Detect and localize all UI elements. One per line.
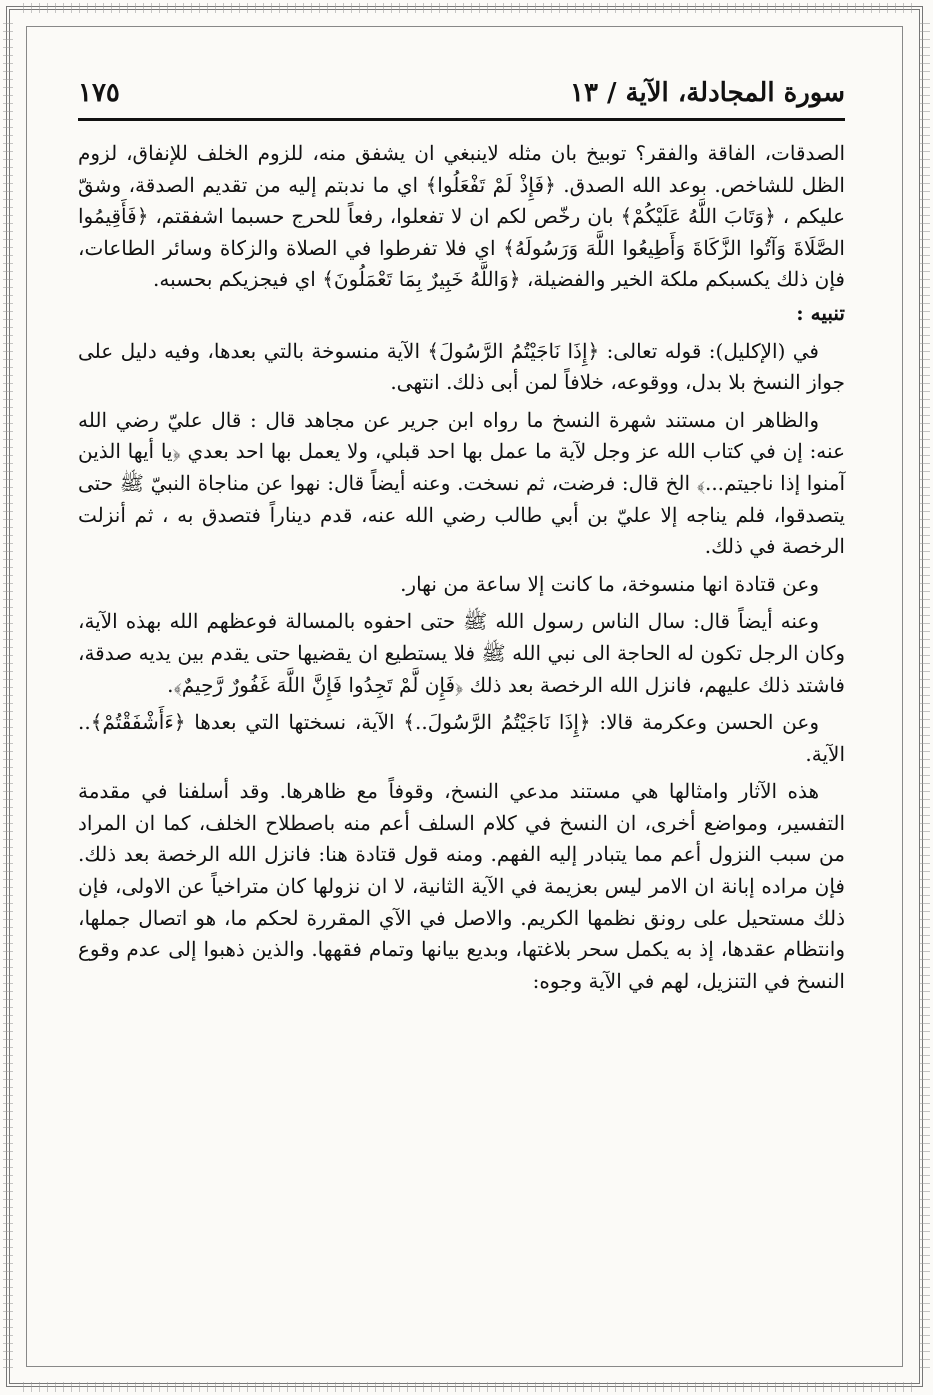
ornament-top <box>20 3 913 13</box>
header-rule <box>78 118 845 121</box>
running-header <box>78 72 845 114</box>
paragraph-6: وعن الحسن وعكرمة قالا: ﴿إِذَا نَاجَيْتُمُ الرَّسُولَ..﴾ الآية، نسختها التي بعدها ﴿ءَأَشْفَقْتُمْ﴾.. الآية. <box>78 710 845 766</box>
ornament-right <box>920 20 930 1375</box>
paragraph-1: الصدقات، الفاقة والفقر؟ توبيخ بان مثله لاينبغي ان يشفق منه، للزوم الخلف للإنفاق، لزوم الظل للشاخص. بوعد الله الصدق. ﴿فَإِذْ لَمْ تَفْعَلُوا﴾ اي ما ندبتم إليه من تقديم الصدقة، وشقّ عليكم ، ﴿وَتَابَ اللَّهُ عَلَيْكُمْ﴾ بان رخّص لكم ان لا تفعلوا، رفعاً للحرج حسبما اشفقتم، ﴿فَأَقِيمُوا الصَّلَاةَ وَآتُوا الزَّكَاةَ وَأَطِيعُوا اللَّهَ وَرَسُولَهُ﴾ اي فلا تفرطوا في الصلاة والزكاة وسائر الطاعات، فإن ذلك يكسبكم ملكة الخير والفضيلة، ﴿وَاللَّهُ خَبِيرٌ بِمَا تَعْمَلُونَ﴾ اي فيجزيكم بحسبه. <box>78 141 845 292</box>
ornament-left <box>3 20 13 1375</box>
paragraph-4: وعن قتادة انها منسوخة، ما كانت إلا ساعة من نهار. <box>400 571 819 596</box>
section-heading: تنبيه : <box>796 300 845 325</box>
page-body <box>78 138 845 1355</box>
paragraph-3: والظاهر ان مستند شهرة النسخ ما رواه ابن جرير عن مجاهد قال : قال عليّ رضي الله عنه: إن في كتاب الله عز وجل لآية ما عمل بها احد قبلي، ولا يعمل بها احد بعدي ﴿يا أيها الذين آمنوا إذا ناجيتم...﴾ الخ قال: فرضت، ثم نسخت. وعنه أيضاً قال: نهوا عن مناجاة النبيّ ﷺ حتى يتصدقوا، فلم يناجه إلا عليّ بن أبي طالب رضي الله عنه، قدم ديناراً فتصدق به ، ثم أنزلت الرخصة في ذلك. <box>78 407 845 559</box>
surah-title: سورة المجادلة، الآية / ١٣ <box>570 78 845 108</box>
ornament-bottom <box>20 1382 913 1392</box>
page-number: ١٧٥ <box>78 78 120 108</box>
paragraph-2: في (الإكليل): قوله تعالى: ﴿إِذَا نَاجَيْتُمُ الرَّسُولَ﴾ الآية منسوخة بالتي بعدها، وفيه دليل على جواز النسخ بلا بدل، ووقوعه، خلافاً لمن أبى ذلك. انتهى. <box>78 338 845 395</box>
paragraph-5: وعنه أيضاً قال: سال الناس رسول الله ﷺ حتى احفوه بالمسالة فوعظهم الله بهذه الآية، وكان الرجل تكون له الحاجة الى نبي الله ﷺ فلا يستطيع ان يقضيها حتى يقدم بين يديه صدقة، فاشتد ذلك عليهم، فانزل الله الرخصة بعد ذلك ﴿فَإِن لَّمْ تَجِدُوا فَإِنَّ اللَّهَ غَفُورٌ رَّحِيمٌ﴾. <box>78 609 845 697</box>
paragraph-7: هذه الآثار وامثالها هي مستند مدعي النسخ، وقوفاً مع ظاهرها. وقد أسلفنا في مقدمة التفسير، ومواضع أخرى، ان النسخ في كلام السلف أعم منه باصطلاح الخلف، كما ان المراد من سبب النزول أعم مما يتبادر إليه الفهم. ومنه قول قتادة هنا: فانزل الله الرخصة بعد ذلك. فإن مراده إبانة ان الامر ليس بعزيمة في الآية الثانية، لا ان نزولها كان متراخياً عن الاولى، فإن ذلك مستحيل على رونق نظمها الكريم. والاصل في الآي المقررة لحكم ما، هو اتصال جملها، وانتظام عقدها، إذ به يكمل سحر بلاغتها، وبديع بيانها وتمام فقهها. والذين ذهبوا إلى عدم وقوع النسخ في التنزيل، لهم في الآية وجوه: <box>78 779 845 993</box>
